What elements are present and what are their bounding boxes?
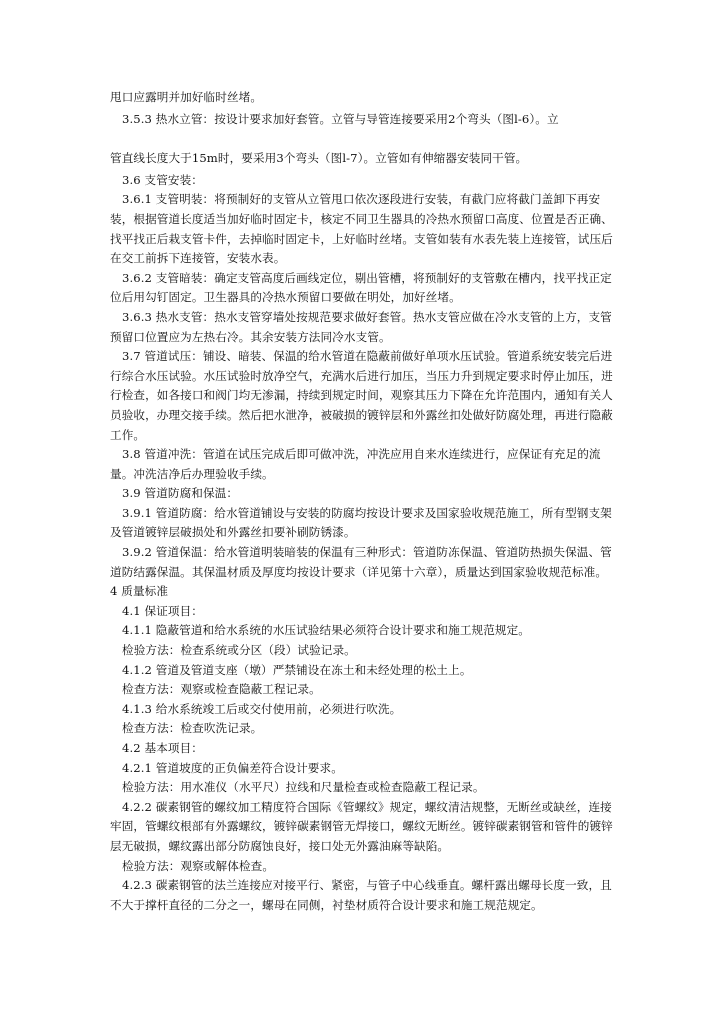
method-4-1-1: 检验方法：检查系统或分区（段）试验记录。: [122, 643, 356, 658]
chapter-heading-4: 4 质量标准: [110, 584, 169, 599]
paragraph-3-6-1: 3.6.1 支管明装：将预制好的支管从立管甩口依次逐段进行安装，有截门应将截门盖卸下再安装，根据管道长度适当加好临时固定卡，核定不同卫生器具的冷热水预留口高度、位置是否正确、找平找正后栽支管卡件，去掉临时固定卡，上好临时丝堵。支管如装有水表先装上连接管，试压后在交工前拆下连接管，安装水表。: [110, 192, 613, 266]
paragraph-4-1-3: 4.1.3 给水系统竣工后或交付使用前，必须进行吹洗。: [122, 701, 402, 716]
paragraph-3-9-2: 3.9.2 管道保温：给水管道明装暗装的保温有三种形式：管道防冻保温、管道防热损失保温、管道防结露保温。其保温材质及厚度均按设计要求（详见第十六章），质量达到国家验收规范标准。: [110, 545, 612, 579]
paragraph-4-2-2: 4.2.2 碳素钢管的螺纹加工精度符合国际《管螺纹》规定，螺纹清洁规整，无断丝或缺丝，连接牢固，管螺纹根部有外露螺纹，镀锌碳素钢管无焊接口，螺纹无断丝。镀锌碳素钢管和管件的镀锌层无破损，螺纹露出部分防腐蚀良好，接口处无外露油麻等缺陷。: [110, 799, 613, 853]
section-heading-3-9: 3.9 管道防腐和保温：: [122, 486, 239, 501]
section-heading-4-1: 4.1 保证项目：: [122, 603, 203, 618]
paragraph-3-6-3: 3.6.3 热水支管：热水支管穿墙处按规范要求做好套管。热水支管应做在冷水支管的上方，支管预留口位置应为左热右冷。其余安装方法同冷水支管。: [110, 309, 612, 344]
section-heading-4-2: 4.2 基本项目：: [122, 741, 203, 755]
text-line-2: 管直线长度大于15m时，要采用3个弯头（图l-7）。立管如有伸缩器安装同干管。: [110, 151, 528, 166]
method-4-2-2: 检验方法：观察或解体检查。: [122, 858, 275, 873]
paragraph-3-9-1: 3.9.1 管道防腐：给水管道铺设与安装的防腐均按设计要求及国家验收规范施工，所有型钢支架及管道镀锌层破损处和外露丝扣要补刷防锈漆。: [110, 505, 612, 540]
paragraph-4-1-2: 4.1.2 管道及管道支座（墩）严禁铺设在冻土和未经处理的松土上。: [122, 662, 472, 677]
paragraph-4-1-1: 4.1.1 隐蔽管道和给水系统的水压试验结果必须符合设计要求和施工规范规定。: [122, 623, 530, 638]
section-heading-3-6: 3.6 支管安装：: [122, 172, 203, 187]
text-line-0: 甩口应露明并加好临时丝堵。: [110, 90, 263, 104]
paragraph-3-7: 3.7 管道试压：铺设、暗装、保温的给水管道在隐蔽前做好单项水压试验。管道系统安装完后进行综合水压试验。水压试验时放净空气，充满水后进行加压，当压力升到规定要求时停止加压，进行检查，如各接口和阀门均无渗漏，持续到规定时间，观察其压力下降在允许范围内，通知有关人员验收，办理交接手续。然后把水泄净，被破损的镀锌层和外露丝扣处做好防腐处理，再进行隐蔽工作。: [110, 349, 613, 442]
paragraph-4-2-1: 4.2.1 管道坡度的正负偏差符合设计要求。: [122, 760, 343, 775]
paragraph-3-6-2: 3.6.2 支管暗装：确定支管高度后画线定位，剔出管槽，将预制好的支管敷在槽内，找平找正定位后用勾钉固定。卫生器具的冷热水预留口要做在明处，加好丝堵。: [110, 270, 612, 305]
document-page: [110, 88, 620, 915]
method-4-1-3: 检查方法：检查吹洗记录。: [122, 721, 263, 736]
paragraph-3-8: 3.8 管道冲洗：管道在试压完成后即可做冲洗，冲洗应用自来水连续进行，应保证有充足的流量。冲洗洁净后办理验收手续。: [110, 447, 601, 481]
text-line-1: 3.5.3 热水立管：按设计要求加好套管。立管与导管连接要采用2个弯头（图l-6）。立: [122, 111, 559, 126]
method-4-2-1: 检验方法：用水准仪（水平尺）拉线和尺量检查或检查隐蔽工程记录。: [122, 780, 485, 795]
method-4-1-2: 检查方法：观察或检查隐蔽工程记录。: [122, 682, 321, 697]
paragraph-4-2-3: 4.2.3 碳素钢管的法兰连接应对接平行、紧密，与管子中心线垂直。螺杆露出螺母长度一致，且不大于撑杆直径的二分之一，螺母在同侧，衬垫材质符合设计要求和施工规范规定。: [110, 878, 612, 912]
